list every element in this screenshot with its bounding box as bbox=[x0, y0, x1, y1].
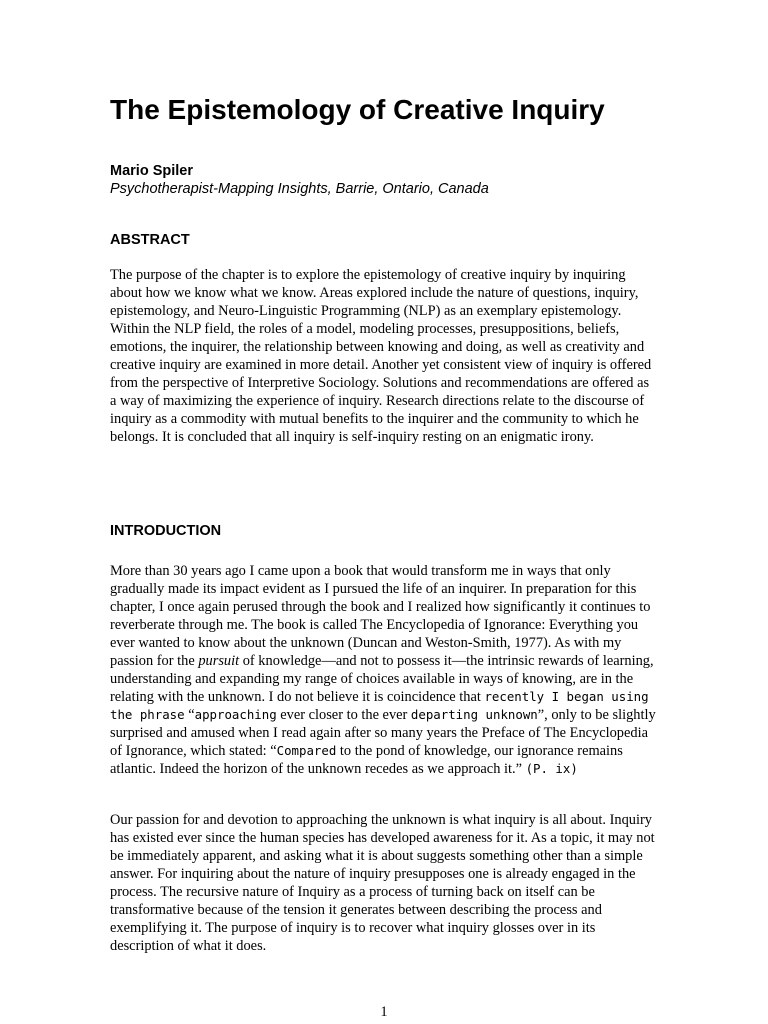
introduction-paragraph-2: Our passion for and devotion to approaching the unknown is what inquiry is all about. Inquiry has existed ever since the human species has developed awareness for it. As a topic, it may not be immediately apparent, and asking what it is about suggests something other than a simple answer. For inquiring about the nature of inquiry presupposes one is already engaged in the process. The recursive nature of Inquiry as a process of turning back on itself can be transformative because of the tension it generates between describing the process and exemplifying it. The purpose of inquiry is to recover what inquiry glosses over in its description of what it does. bbox=[110, 812, 655, 954]
text-run: ”, only to be slightly surprised and amused when I read again after so many years the Preface of The Encyclopedia of Ignorance, which stated: “ bbox=[110, 707, 656, 759]
author-name: Mario Spiler bbox=[110, 163, 193, 179]
text-run: ever closer to the ever bbox=[276, 707, 411, 723]
introduction-paragraph-1 bbox=[110, 562, 658, 778]
page-number: 1 bbox=[380, 1004, 388, 1020]
text-run: “ bbox=[184, 707, 195, 723]
introduction-heading: INTRODUCTION bbox=[110, 523, 222, 539]
text-run: to the pond of knowledge, our ignorance remains atlantic. Indeed the horizon of the unknown recedes as we approach it.” bbox=[110, 743, 623, 777]
page-citation: (P. ix) bbox=[525, 761, 578, 776]
paper-title: The Epistemology of Creative Inquiry bbox=[110, 94, 605, 125]
text-run: of knowledge—and not to possess it—the intrinsic rewards of learning, understanding and expanding my range of choices available in ways of knowing, are in the relating with the unknown. I do not believe it is coincidence that bbox=[110, 653, 654, 705]
text-run: More than 30 years ago I came upon a book that would transform me in ways that only gradually made its impact evident as I pursued the life of an inquirer. In preparation for this chapter, I once again perused through the book and I realized how significantly it continues to reverberate through me. The book is called The Encyclopedia of Ignorance: Everything you ever wanted to know about the unknown (Duncan and Weston-Smith, 1977). As with my passion for the bbox=[110, 563, 651, 669]
emphasis-pursuit: pursuit bbox=[198, 653, 240, 669]
author-affiliation: Psychotherapist-Mapping Insights, Barrie, Ontario, Canada bbox=[110, 181, 489, 197]
mono-run: approaching bbox=[194, 707, 277, 722]
mono-run: Compared bbox=[276, 743, 337, 758]
abstract-heading: ABSTRACT bbox=[110, 232, 190, 248]
mono-run: recently I began using the phrase bbox=[110, 689, 649, 722]
mono-run: departing unknown bbox=[410, 707, 538, 722]
abstract-paragraph: The purpose of the chapter is to explore the epistemology of creative inquiry by inquiring about how we know what we know. Areas explored include the nature of questions, inquiry, epistemology, and Neuro-Linguistic Programming (NLP) as an exemplary epistemology. Within the NLP field, the roles of a model, modeling processes, presuppositions, beliefs, emotions, the inquirer, the relationship between knowing and doing, as well as creativity and creative inquiry are examined in more detail. Another yet consistent view of inquiry is offered from the perspective of Interpretive Sociology. Solutions and recommendations are offered as a way of maximizing the experience of inquiry. Research directions relate to the discourse of inquiry as a commodity with mutual benefits to the inquirer and the community to which he belongs. It is concluded that all inquiry is self-inquiry resting on an enigmatic irony. bbox=[110, 267, 652, 445]
